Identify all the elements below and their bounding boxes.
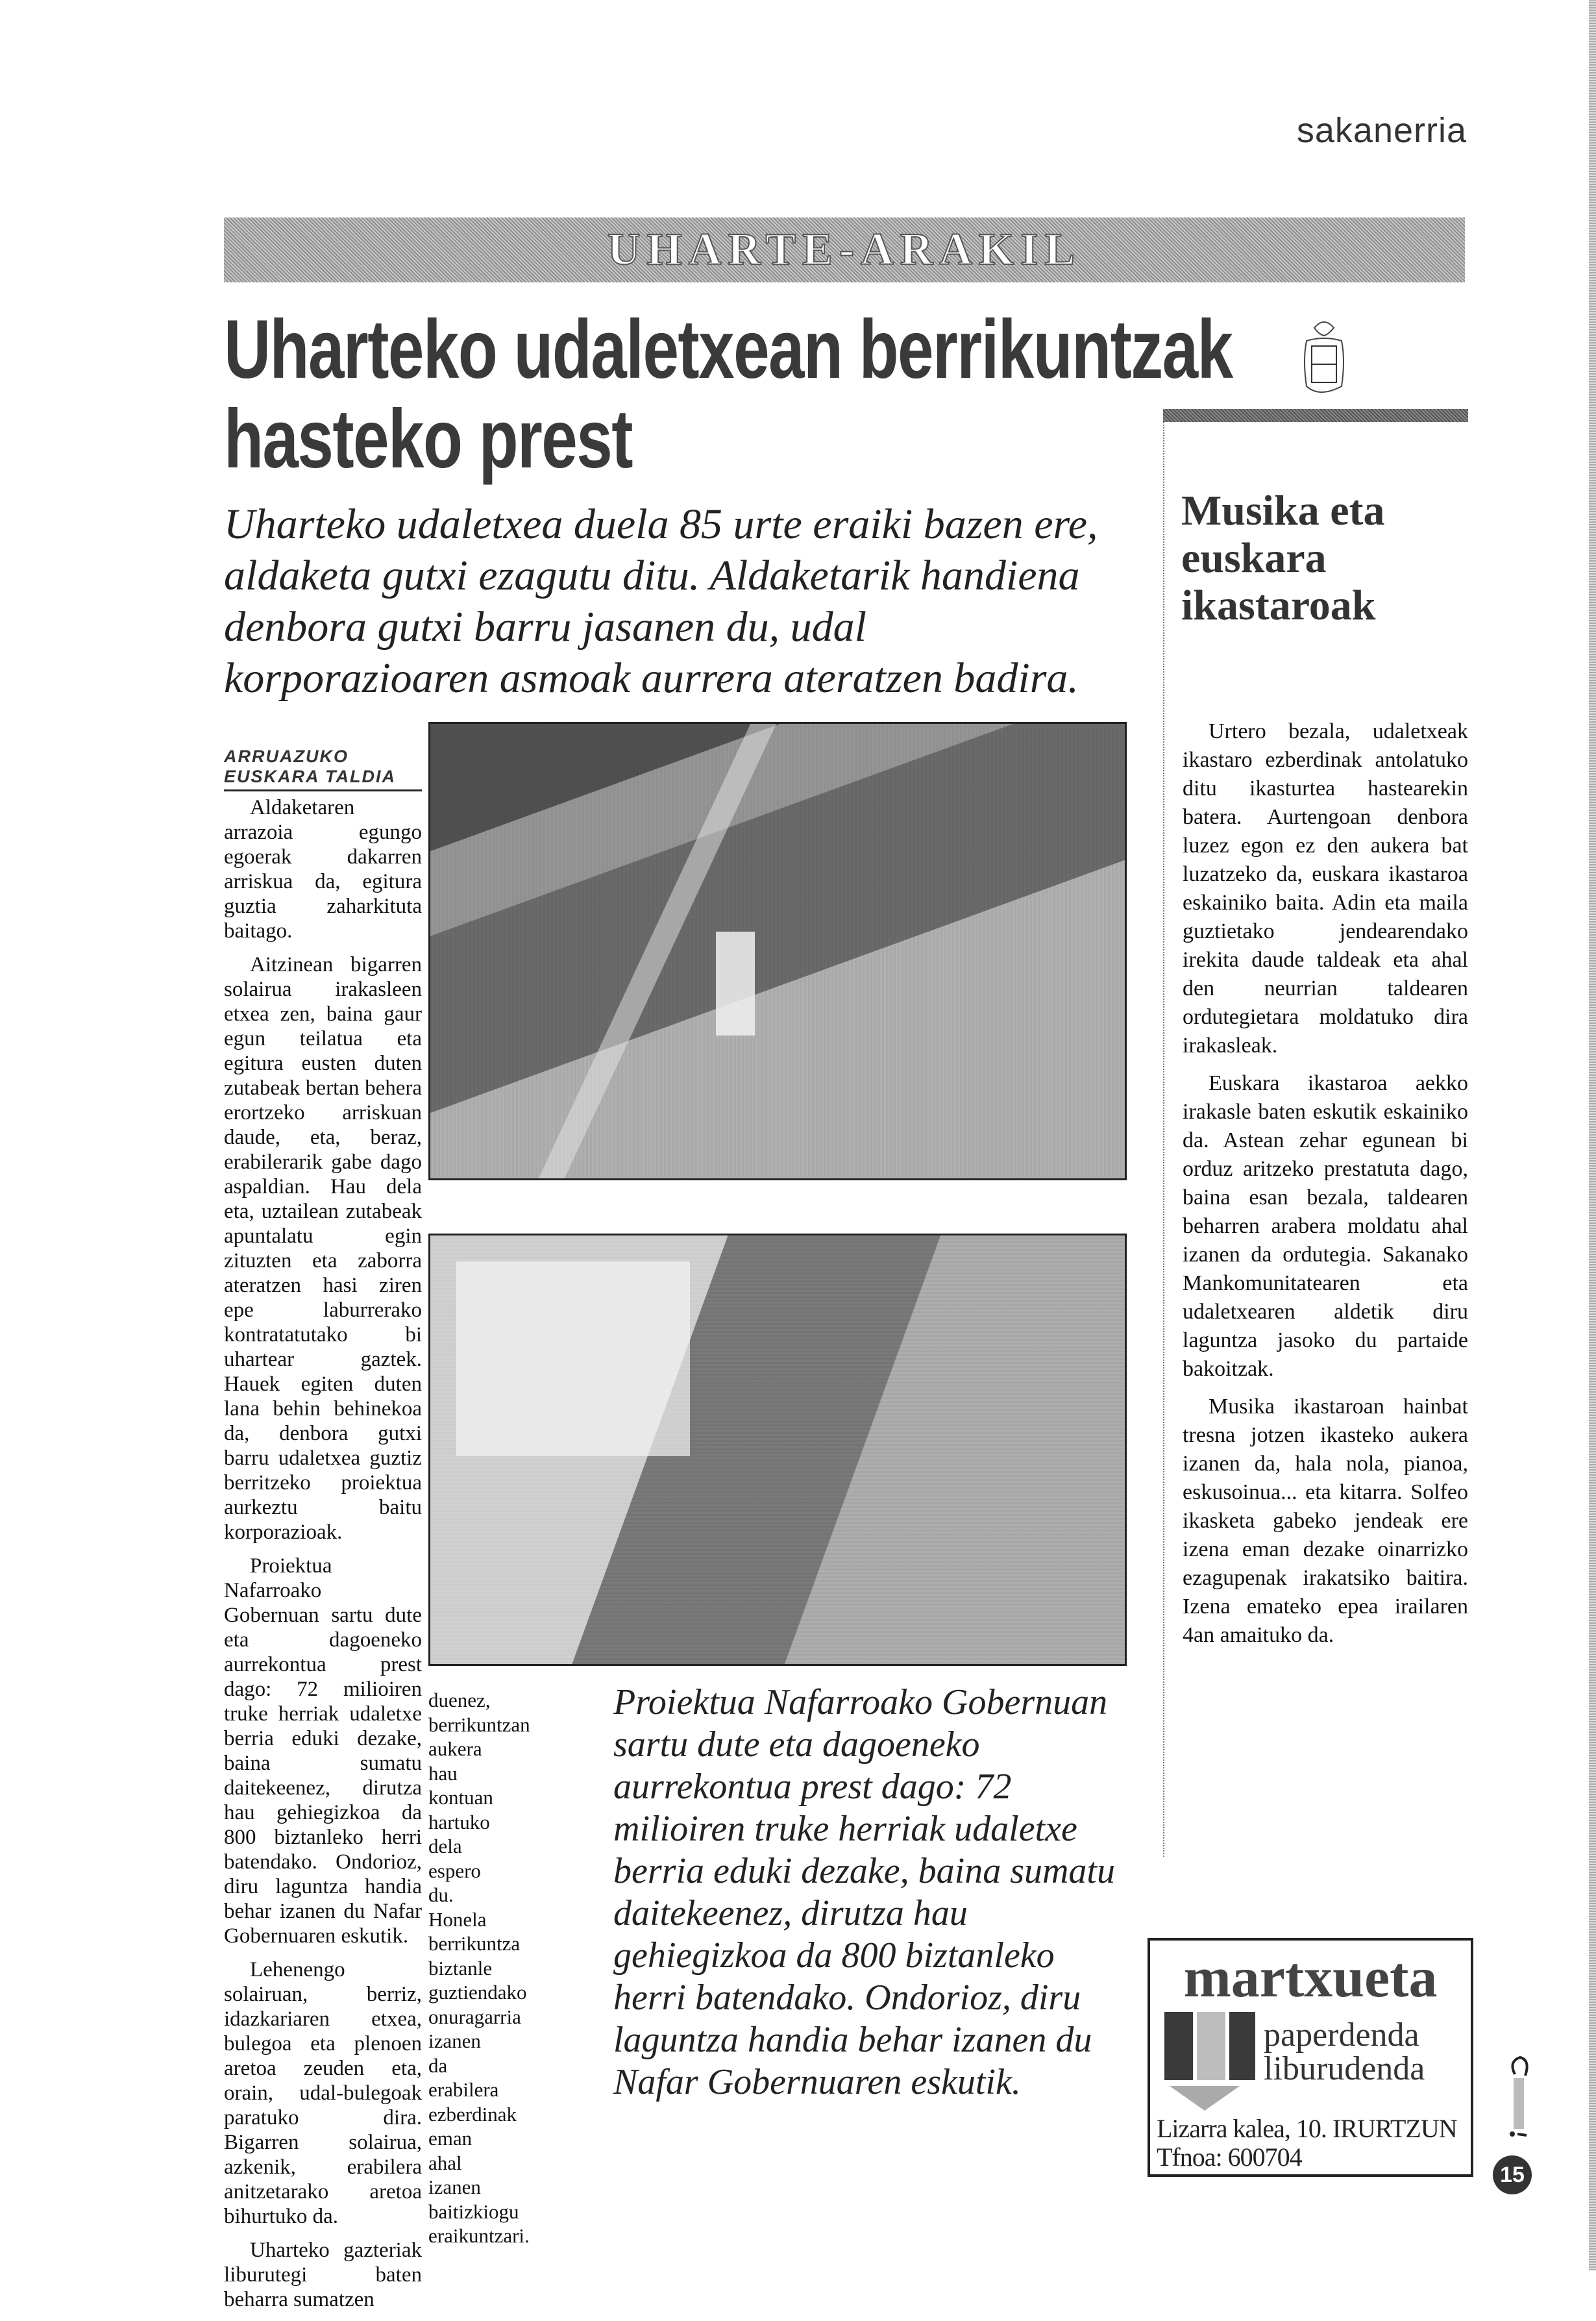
paragraph: Lehenengo solairuan, berriz, idazkariaren etxea, bulegoa eta plenoen aretoa zeuden eta, orain, udal-bulegoak paratuko dira. Bigarren solairua, azkenik, erabilera anitzetarako aretoa bihurtuko da. xyxy=(224,1958,422,2228)
ad-arrow-icon xyxy=(1170,2086,1240,2111)
paragraph: Uharteko gazteriak liburutegi baten beharra sumatzen xyxy=(224,2239,422,2311)
ad-line-liburudenda: liburudenda xyxy=(1264,2050,1425,2087)
article-lead: Uharteko udaletxea duela 85 urte eraiki bazen ere, aldaketa gutxi ezagutu ditu. Aldaketarik handiena denbora gutxi barru jasanen du, udal korporazioaren asmoak aurrera ateratzen badira. xyxy=(224,501,1098,702)
town-banner xyxy=(224,217,1465,282)
ad-logo-bar-dark xyxy=(1229,2012,1255,2080)
paragraph: Euskara ikastaroa aekko irakasle baten eskutik eskainiko da. Astean zehar egunean bi orduz aritzeko prestatuta dago, baina esan bezala, taldearen beharren arabera moldatu ahal izanen da ordutegia. Sakanako Mankomunitatearen eta udaletxearen aldetik diru laguntza jasoko du partaide bakoitzak. xyxy=(1183,1071,1468,1381)
photo-building xyxy=(428,1234,1127,1666)
article-byline: ARRUAZUKO EUSKARA TALDIA xyxy=(224,747,422,791)
headline-line-2: hasteko prest xyxy=(224,393,632,486)
article-headline xyxy=(224,303,1233,486)
article-column-2 xyxy=(428,1688,530,2257)
coat-of-arms-icon xyxy=(1301,315,1347,406)
paragraph: Aitzinean bigarren solairua irakasleen etxea zen, baina gaur egun teilatua eta egitura eusten duten zutabeak bertan behera erortzeko arriskuan daude, eta, beraz, erabilerarik gabe dago aspaldian. Hau dela eta, uztailean zutabeak apuntalatu egin zituzten eta zaborra ateratzen hasi ziren epe laburrerako kontratatutako bi uhartear gaztek. Hauek egiten duten lana behin behinekoa da, denbora gutxi barru udaletxea guztiz berritzeko proiektua aurkeztu baitu korporazioak. xyxy=(224,953,422,1544)
ad-contact xyxy=(1157,2115,1457,2172)
advertisement-martxueta xyxy=(1148,1938,1473,2177)
headline-line-1: Uharteko udaletxean berrikuntzak xyxy=(224,303,1233,396)
sidebar-title: Musika eta euskara ikastaroak xyxy=(1181,487,1385,629)
ad-logo-bar-dark xyxy=(1164,2012,1193,2080)
page-number-badge: 15 xyxy=(1493,2155,1532,2194)
ad-logo-bar-light xyxy=(1197,2012,1225,2080)
doorway-highlight xyxy=(716,932,755,1036)
ad-line-paperdenda: paperdenda xyxy=(1264,2017,1419,2054)
ad-phone: Tfnoa: 600704 xyxy=(1157,2142,1302,2172)
section-label: sakanerria xyxy=(1296,111,1467,150)
sidebar-body xyxy=(1183,717,1468,1659)
paragraph: Urtero bezala, udaletxeak ikastaro ezberdinak antolatuko ditu ikasturtea hastearekin batera. Aurtengoan denbora luzez egon ez den aukera bat luzatzeko da, euskara ikastaroa eskainiko baita. Adin eta maila guztietako jendearendako irekita daude taldeak eta ahal den neurrian taldearen ordutegietara moldatuko dira irakasleak. xyxy=(1183,719,1468,1058)
paragraph: Proiektua Nafarroako Gobernuan sartu dute eta dagoeneko aurrekontua prest dago: 72 milioiren truke herriak udaletxe berria eduki dezake, baina sumatu daitekeenez, dirutza hau gehiegizkoa da 800 biztanleko herri batendako. Ondorioz, diru laguntza handia behar izanen du Nafar Gobernuaren eskutik. xyxy=(224,1554,422,1948)
page-edge-shadow xyxy=(1589,0,1596,2270)
wall-highlight xyxy=(456,1261,690,1456)
paragraph: Aldaketaren arrazoia egungo egoerak dakarren arriskua da, egitura guztia zaharkituta baitago. xyxy=(224,796,422,943)
sidebar-divider xyxy=(1163,422,1164,1857)
photo-interior xyxy=(428,722,1127,1180)
article-column-1 xyxy=(224,795,422,2321)
paragraph: duenez, berrikuntzan aukera hau kontuan hartuko dela espero du. Honela berrikuntza biztanle guztiendako onuragarria izanen da erabilera ezberdinak eman ahal izanen baitizkiogu eraikuntzari. xyxy=(428,1689,530,2247)
ad-subtitle xyxy=(1264,2018,1425,2086)
pull-quote: Proiektua Nafarroako Gobernuan sartu dute eta dagoeneko aurrekontua prest dago: 72 milioiren truke herriak udaletxe berria eduki dezake, baina sumatu daitekeenez, dirutza hau gehiegizkoa da 800 biztanleko herri batendako. Ondorioz, diru laguntza handia behar izanen du Nafar Gobernuaren eskutik. xyxy=(613,1682,1115,2102)
magazine-logo-icon xyxy=(1506,2055,1532,2139)
paragraph: Musika ikastaroan hainbat tresna jotzen ikasteko aukera izanen da, hala nola, pianoa, eskusoinua... eta kitarra. Solfeo ikasketa gabeko jendeak ere izena eman dezake oinarrizko ezagupenak irakatsiko baitira. Izena emateko epea irailaren 4an amaituko da. xyxy=(1183,1395,1468,1647)
sidebar-top-bar xyxy=(1163,409,1468,422)
banner-title: UHARTE-ARAKIL xyxy=(607,225,1082,275)
ad-address: Lizarra kalea, 10. IRURTZUN xyxy=(1157,2114,1457,2143)
ad-brand-name: martxueta xyxy=(1183,1946,1438,2009)
